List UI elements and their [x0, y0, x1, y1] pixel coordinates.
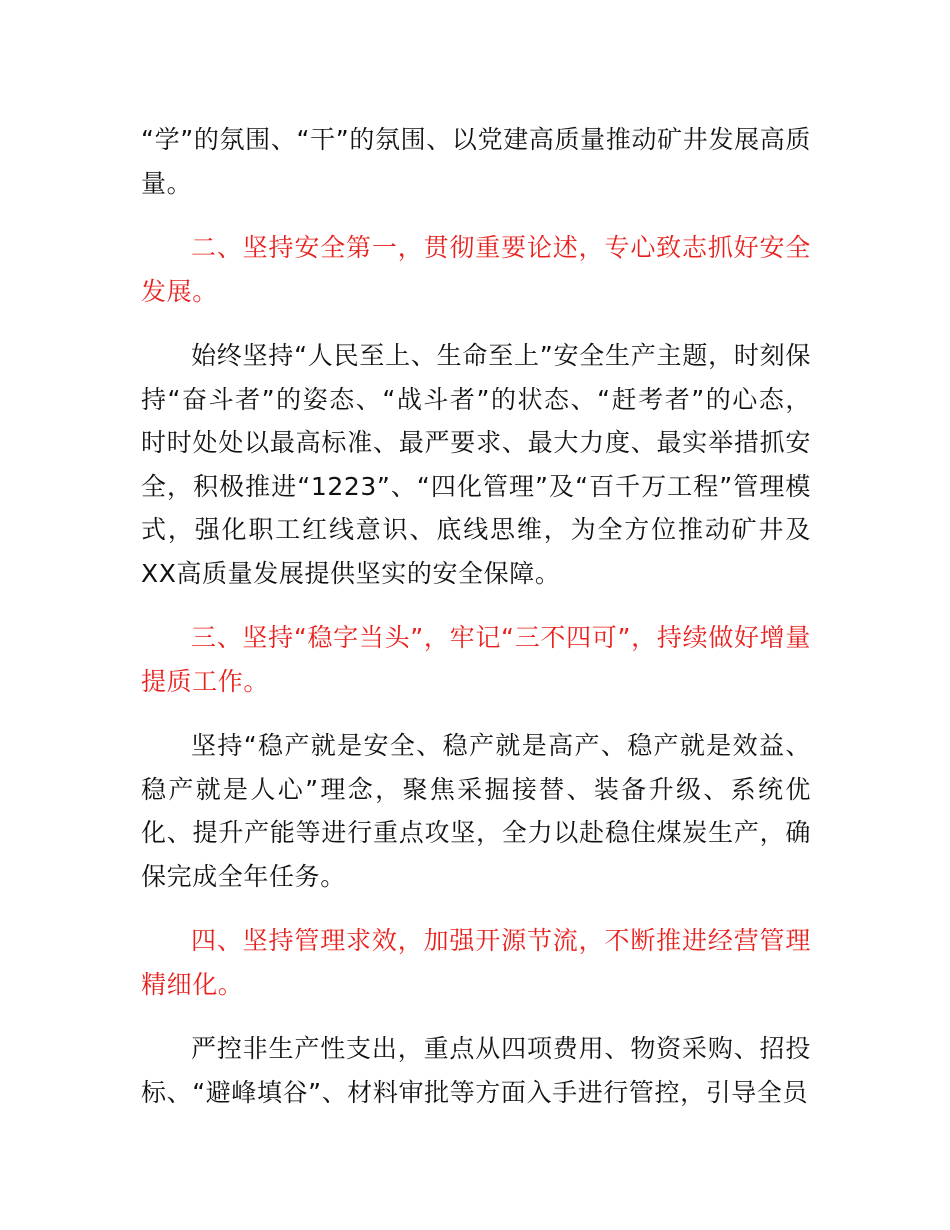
document-page	[141, 118, 811, 1114]
paragraph-production: 坚持“稳产就是安全、稳产就是高产、稳产就是效益、稳产就是人心”理念，聚焦采掘接替、装备升级、系统优化、提升产能等进行重点攻坚，全力以赴稳住煤炭生产，确保完成全年任务。	[141, 731, 811, 891]
section-heading-4: 四、坚持管理求效，加强开源节流，不断推进经营管理精细化。	[141, 926, 811, 999]
section-heading-3: 三、坚持“稳字当头”，牢记“三不四可”，持续做好增量提质工作。	[141, 623, 811, 696]
paragraph-continuation: “学”的氛围、“干”的氛围、以党建高质量推动矿井发展高质量。	[141, 125, 811, 198]
section-heading-2: 二、坚持安全第一，贯彻重要论述，专心致志抓好安全发展。	[141, 233, 811, 306]
paragraph-management: 严控非生产性支出，重点从四项费用、物资采购、招投标、“避峰填谷”、材料审批等方面入手进行管控，引导全员	[141, 1034, 811, 1107]
paragraph-safety: 始终坚持“人民至上、生命至上”安全生产主题，时刻保持“奋斗者”的姿态、“战斗者”的状态、“赶考者”的心态，时时处处以最高标准、最严要求、最大力度、最实举措抓安全，积极推进“1223”、“四化管理”及“百千万工程”管理模式，强化职工红线意识、底线思维，为全方位推动矿井及XX高质量发展提供坚实的安全保障。	[141, 341, 811, 588]
